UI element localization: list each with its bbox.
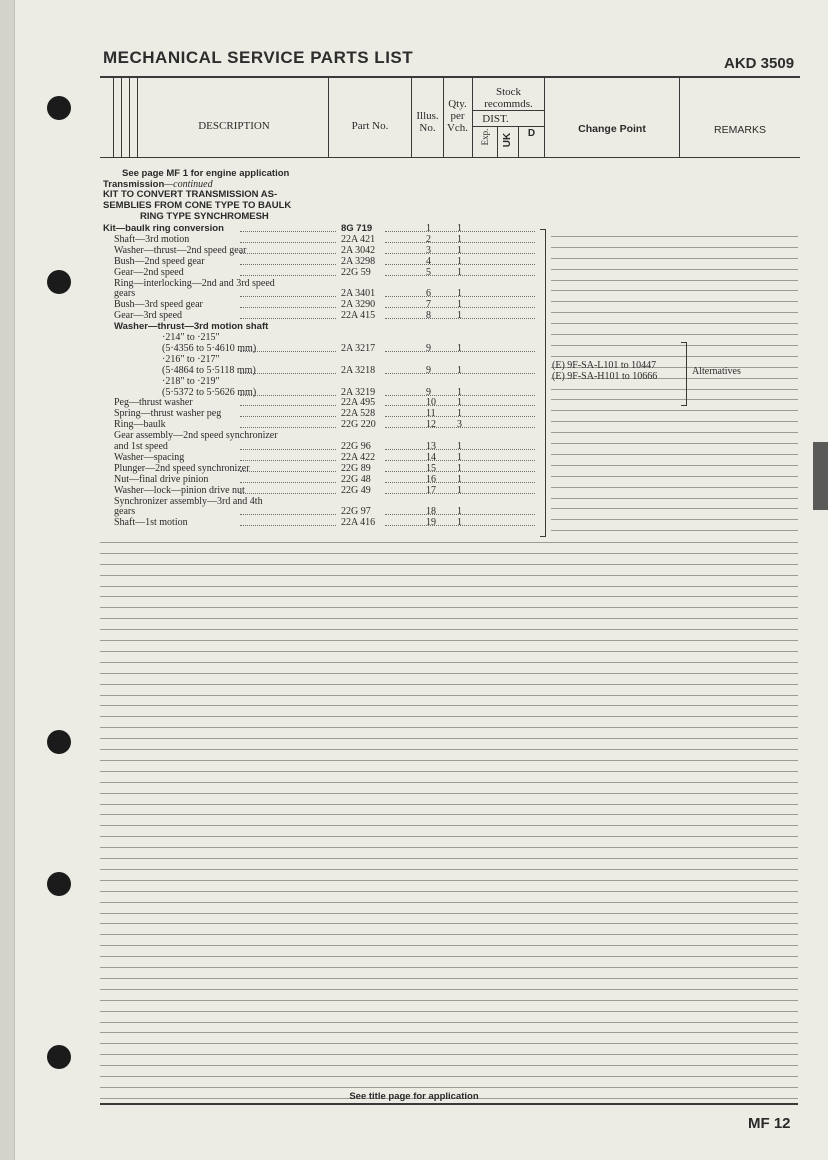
leader-dots (240, 253, 336, 254)
illus-number: 16 (426, 473, 436, 485)
part-number: 2A 3218 (341, 364, 376, 376)
part-number: 2A 3217 (341, 342, 376, 354)
remarks-line (551, 498, 798, 499)
illus-heading (411, 110, 444, 134)
blank-ruled-line (100, 1022, 798, 1023)
illus-number: 1 (426, 223, 431, 234)
remarks-line (551, 519, 798, 520)
part-description: Ring—interlocking—2nd and 3rd speed (114, 277, 275, 289)
quantity: 1 (457, 451, 462, 463)
quantity: 3 (457, 419, 462, 431)
quantity: 1 (457, 364, 462, 376)
kit-heading-line-1: KIT TO CONVERT TRANSMISSION AS- (103, 189, 278, 200)
part-description: Ring—baulk (114, 419, 166, 431)
blank-ruled-line (100, 684, 798, 685)
remarks-line (551, 280, 798, 281)
blank-ruled-line (100, 793, 798, 794)
part-description: ·214" to ·215" (162, 332, 220, 343)
illus-number: 9 (426, 386, 431, 398)
leader-dots (240, 231, 336, 232)
blank-ruled-line (100, 596, 798, 597)
blank-ruled-line (100, 695, 798, 696)
remarks-line (551, 487, 798, 488)
quantity: 1 (457, 517, 462, 529)
blank-ruled-line (100, 618, 798, 619)
quantity: 1 (457, 342, 462, 354)
quantity: 1 (457, 386, 462, 398)
remarks-heading: REMARKS (714, 124, 766, 136)
part-description: and 1st speed (114, 441, 168, 452)
part-number: 22G 49 (341, 484, 371, 496)
blank-ruled-line (100, 880, 798, 881)
leader-dots (240, 460, 336, 461)
illus-number: 2 (426, 233, 431, 245)
part-description: gears (114, 288, 136, 300)
part-description: (5·4864 to 5·5118 mm) (162, 364, 256, 376)
qty-heading (443, 98, 472, 134)
blank-ruled-line (100, 913, 798, 914)
punch-hole (47, 872, 71, 896)
leader-dots (240, 493, 336, 494)
blank-ruled-line (100, 814, 798, 815)
part-number: 22G 48 (341, 473, 371, 485)
dist-heading: DIST. (482, 113, 509, 125)
blank-ruled-line (100, 586, 798, 587)
illus-number: 7 (426, 299, 431, 311)
leader-dots (240, 242, 336, 243)
blank-ruled-line (100, 607, 798, 608)
quantity: 1 (457, 506, 462, 518)
illus-number: 17 (426, 484, 436, 496)
leader-dots (240, 525, 336, 526)
part-description: Shaft—3rd motion (114, 233, 190, 245)
qty-heading-line1: Qty. (448, 98, 467, 110)
d-heading: D (527, 128, 536, 139)
blank-ruled-line (100, 705, 798, 706)
leader-dots (240, 416, 336, 417)
kit-heading-line-3: RING TYPE SYNCHROMESH (140, 211, 269, 222)
leader-dots (240, 449, 336, 450)
blank-ruled-line (100, 836, 798, 837)
change-point-2: (E) 9F-SA-H101 to 10666 (552, 371, 658, 382)
remarks-line (551, 269, 798, 270)
blank-ruled-line (100, 858, 798, 859)
part-no-heading: Part No. (351, 120, 389, 132)
part-number: 22A 422 (341, 451, 376, 463)
quantity: 1 (457, 299, 462, 311)
part-description: Bush—2nd speed gear (114, 255, 205, 267)
remarks-line (551, 247, 798, 248)
quantity: 1 (457, 441, 462, 452)
index-tab (813, 442, 828, 510)
leader-dots (240, 351, 336, 352)
blank-ruled-line (100, 782, 798, 783)
blank-ruled-line (100, 749, 798, 750)
leader-dots (240, 395, 336, 396)
part-number: 22A 421 (341, 233, 376, 245)
blank-ruled-line (100, 1076, 798, 1077)
remarks-line (551, 236, 798, 237)
quantity: 1 (457, 484, 462, 496)
leader-dots (240, 514, 336, 515)
page-title: MECHANICAL SERVICE PARTS LIST (103, 48, 414, 67)
group-bracket (540, 229, 546, 537)
qty-heading-line2: per (450, 110, 465, 122)
part-description: Gear assembly—2nd speed synchronizer (114, 430, 278, 442)
quantity: 1 (457, 223, 462, 234)
part-number: 22A 415 (341, 310, 376, 322)
illus-number: 8 (426, 310, 431, 322)
qty-heading-line3: Vch. (446, 122, 469, 134)
part-description: (5·5372 to 5·5626 mm) (162, 386, 257, 398)
blank-ruled-line (100, 891, 798, 892)
blank-ruled-line (100, 629, 798, 630)
part-description: gears (114, 506, 136, 518)
part-description: Gear—3rd speed (114, 310, 183, 322)
blank-ruled-line (100, 564, 798, 565)
leader-dots (240, 427, 336, 428)
column-divider (137, 78, 138, 157)
illus-number: 12 (426, 419, 436, 431)
blank-ruled-line (100, 727, 798, 728)
part-number: 22G 96 (341, 441, 371, 452)
part-description: Washer—thrust—3rd motion shaft (114, 321, 269, 333)
remarks-line (551, 345, 798, 346)
leader-dots (240, 471, 336, 472)
remarks-line (551, 443, 798, 444)
blank-ruled-line (100, 923, 798, 924)
leader-dots (240, 373, 336, 374)
illus-number: 13 (426, 441, 436, 452)
part-number: 2A 3298 (341, 255, 376, 267)
part-number: 2A 3042 (341, 244, 376, 256)
part-number: 2A 3290 (341, 299, 376, 311)
part-description: Washer—spacing (114, 451, 185, 463)
blank-ruled-line (100, 673, 798, 674)
blank-ruled-line (100, 1054, 798, 1055)
blank-ruled-line (100, 771, 798, 772)
column-divider (544, 78, 545, 157)
part-description: Nut—final drive pinion (114, 473, 209, 485)
part-description: ·218" to ·219" (162, 375, 220, 387)
section-name: Transmission (103, 179, 165, 190)
document-code: AKD 3509 (724, 55, 795, 72)
quantity: 1 (457, 255, 462, 267)
change-point-heading: Change Point (578, 123, 646, 135)
quantity: 1 (457, 233, 462, 245)
blank-ruled-line (100, 1065, 798, 1066)
quantity: 1 (457, 462, 462, 474)
quantity: 1 (457, 266, 462, 278)
blank-ruled-line (100, 553, 798, 554)
part-description: Gear—2nd speed (114, 266, 184, 278)
part-description: ·216" to ·217" (162, 353, 220, 365)
exp-heading: Exp. (480, 128, 490, 146)
illus-number: 9 (426, 364, 431, 376)
remarks-line (551, 312, 798, 313)
section-suffix: —continued (164, 179, 213, 190)
remarks-line (551, 399, 798, 400)
part-number: 22G 220 (341, 419, 376, 431)
part-description: Washer—thrust—2nd speed gear (114, 244, 247, 256)
part-description: Spring—thrust washer peg (114, 408, 222, 420)
punch-hole (47, 96, 71, 120)
illus-heading-line1: Illus. (416, 110, 439, 122)
binder-edge (0, 0, 15, 1160)
blank-ruled-line (100, 651, 798, 652)
blank-ruled-line (100, 967, 798, 968)
column-divider (113, 78, 114, 157)
stock-heading (473, 86, 544, 110)
blank-ruled-line (100, 1087, 798, 1088)
illus-number: 5 (426, 266, 431, 278)
illus-number: 14 (426, 451, 436, 463)
part-number: 22A 528 (341, 408, 376, 420)
blank-ruled-line (100, 738, 798, 739)
footer-note: See title page for application (349, 1091, 479, 1102)
part-description: (5·4356 to 5·4610 mm) (162, 342, 257, 354)
engine-application-note: See page MF 1 for engine application (122, 168, 290, 179)
column-divider (129, 78, 130, 157)
part-number: 22A 495 (341, 397, 376, 409)
page-number: MF 12 (748, 1115, 791, 1132)
footer-rule (100, 1103, 798, 1105)
part-description: Shaft—1st motion (114, 517, 188, 529)
illus-number: 3 (426, 244, 431, 256)
illus-number: 4 (426, 255, 431, 267)
part-description: Synchronizer assembly—3rd and 4th (114, 495, 263, 507)
blank-ruled-line (100, 978, 798, 979)
blank-ruled-line (100, 1043, 798, 1044)
quantity: 1 (457, 408, 462, 420)
leader-dots (240, 275, 336, 276)
blank-ruled-line (100, 640, 798, 641)
remarks-line (551, 476, 798, 477)
leader-dots (240, 405, 336, 406)
description-heading: DESCRIPTION (198, 120, 270, 132)
quantity: 1 (457, 244, 462, 256)
blank-ruled-line (100, 1032, 798, 1033)
illus-number: 11 (426, 408, 436, 420)
punch-hole (47, 730, 71, 754)
remarks-line (551, 290, 798, 291)
leader-dots (240, 264, 336, 265)
stock-heading-line1: Stock (495, 86, 522, 98)
illus-number: 18 (426, 506, 436, 518)
blank-ruled-line (100, 1011, 798, 1012)
quantity: 1 (457, 310, 462, 322)
blank-ruled-line (100, 804, 798, 805)
blank-ruled-line (100, 542, 798, 543)
column-divider (121, 78, 122, 157)
remarks-line (551, 410, 798, 411)
blank-ruled-line (100, 847, 798, 848)
blank-ruled-line (100, 956, 798, 957)
remarks-line (551, 301, 798, 302)
kit-heading-line-2: SEMBLIES FROM CONE TYPE TO BAULK (103, 200, 292, 211)
blank-ruled-line (100, 662, 798, 663)
leader-dots (240, 318, 336, 319)
illus-number: 19 (426, 517, 436, 529)
blank-ruled-line (100, 825, 798, 826)
remarks-line (551, 334, 798, 335)
punch-hole (47, 1045, 71, 1069)
remarks-line (551, 389, 798, 390)
blank-ruled-line (100, 902, 798, 903)
illus-number: 6 (426, 288, 431, 300)
change-point-1: (E) 9F-SA-L101 to 10447 (552, 360, 657, 371)
remarks-line (551, 530, 798, 531)
leader-dots (240, 482, 336, 483)
part-number: 8G 719 (341, 223, 373, 234)
remarks-line (551, 421, 798, 422)
header-bottom-rule (100, 157, 800, 158)
part-description: Plunger—2nd speed synchronizer (114, 462, 250, 474)
blank-ruled-line (100, 945, 798, 946)
blank-ruled-line (100, 716, 798, 717)
header-top-rule (100, 76, 800, 78)
blank-ruled-line (100, 575, 798, 576)
part-description: Kit—baulk ring conversion (103, 223, 224, 234)
part-number: 2A 3401 (341, 288, 376, 300)
leader-dots (240, 307, 336, 308)
remarks-line (551, 454, 798, 455)
blank-ruled-line (100, 760, 798, 761)
quantity: 1 (457, 288, 462, 300)
illus-heading-line2: No. (419, 122, 436, 134)
quantity: 1 (457, 397, 462, 409)
part-number: 22G 59 (341, 266, 371, 278)
illus-number: 9 (426, 342, 431, 354)
stock-subrule (473, 110, 544, 111)
remarks-line (551, 508, 798, 509)
blank-ruled-line (100, 1000, 798, 1001)
part-description: Washer—lock—pinion drive nut (114, 484, 245, 496)
part-number: 2A 3219 (341, 386, 376, 398)
blank-ruled-line (100, 934, 798, 935)
alternatives-bracket (681, 342, 687, 406)
part-description: Bush—3rd speed gear (114, 299, 203, 311)
remarks-line (551, 323, 798, 324)
column-divider (497, 127, 498, 157)
illus-number: 15 (426, 462, 436, 474)
blank-ruled-line (100, 989, 798, 990)
remarks-line (551, 258, 798, 259)
alternatives-remark: Alternatives (692, 366, 741, 377)
punch-hole (47, 270, 71, 294)
part-number: 22G 89 (341, 462, 371, 474)
part-number: 22G 97 (341, 506, 371, 518)
blank-ruled-line (100, 869, 798, 870)
column-divider (679, 78, 680, 157)
illus-number: 10 (426, 397, 436, 409)
column-divider (328, 78, 329, 157)
stock-heading-line2: recommds. (484, 98, 533, 110)
remarks-line (551, 465, 798, 466)
leader-dots (240, 296, 336, 297)
remarks-line (551, 356, 798, 357)
uk-heading: UK (502, 132, 513, 148)
part-description: Peg—thrust washer (114, 397, 193, 409)
remarks-line (551, 432, 798, 433)
part-number: 22A 416 (341, 517, 376, 529)
quantity: 1 (457, 473, 462, 485)
